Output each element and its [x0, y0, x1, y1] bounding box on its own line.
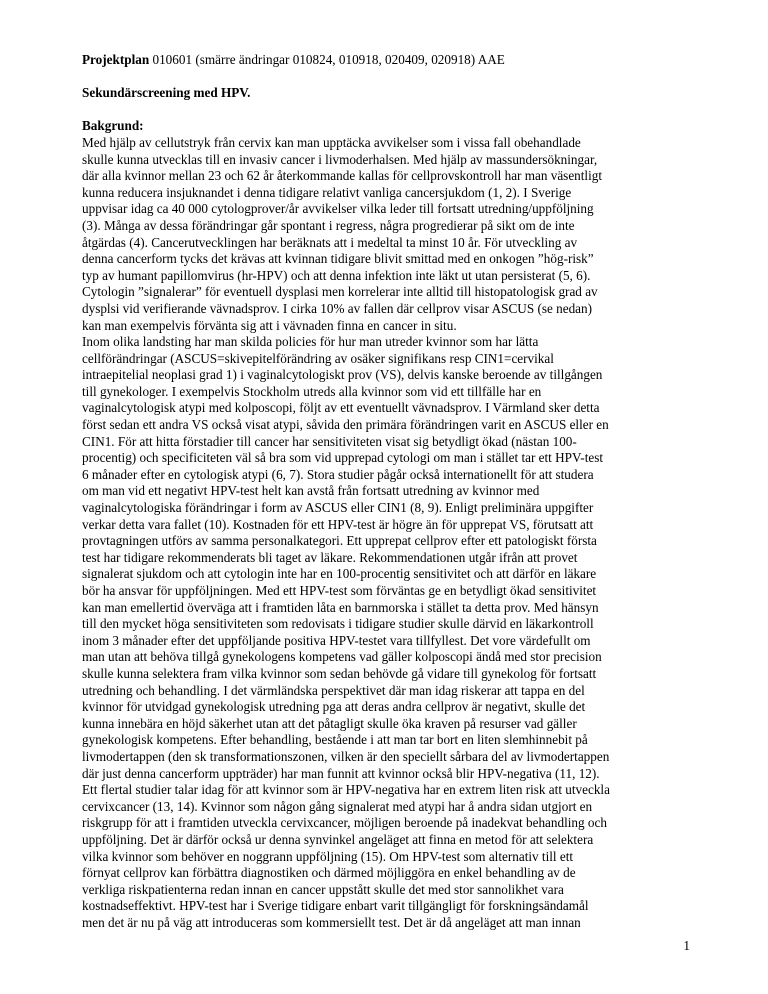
section-heading-background: Bakgrund:: [82, 118, 144, 134]
page-number: 1: [683, 938, 690, 953]
project-version-info: 010601 (smärre ändringar 010824, 010918, 020409, 020918) AAE: [149, 52, 505, 67]
background-paragraph-2: Inom olika landsting har man skilda policies för hur man utreder kvinnor som har lätta cellförändringar (ASCUS=skivepitelförändring av osäker signifikans resp CIN1=cervikal intraepitelial neoplasi grad 1) i vaginalcytologiskt prov (VS), delvis kanske beroende av tillgången till gynekologer. I exempelvis Stockholm utreds alla kvinnor som vid ett tillfälle har en vaginalcytologisk atypi med kolposcopi, följt av ett eventuellt vävnadsprov. I Värmland sker detta först sedan ett andra VS också visat atypi, såvida den primära förändringen varit en ASCUS eller en CIN1. För att hitta förstadier till cancer har sensitiviteten visat sig betydligt ökad (nästan 100- procentig) och specificiteten väl så bra som vid upprepad cytologi om man i stället tar ett HPV-test 6 månader efter en cytologisk atypi (6, 7). Stora studier pågår också internationellt för att studera om man vid ett negativt HPV-test helt kan avstå från fortsatt utredning av kvinnor med vaginalcytologiska förändringar i form av ASCUS eller CIN1 (8, 9). Enligt preliminära uppgifter verkar detta vara fallet (10). Kostnaden för ett HPV-test är högre än för upprepat VS, förutsatt att provtagningen utförs av samma personalkategori. Ett upprepat cellprov efter ett patologiskt första test har tidigare rekommenderats bli taget av läkare. Rekommendationen utgår ifrån att provet signalerat sjukdom och att cytologin inte har en 100-procentig sensitivitet och att därför en läkare bör ha ansvar för uppföljningen. Med ett HPV-test som förväntas ge en betydligt ökad sensitivitet kan man emellertid överväga att i framtiden låta en barnmorska i stället ta detta prov. Med hänsyn till den mycket höga sensitiviteten som redovisats i tidigare studier skulle därvid en läkarkontroll inom 3 månader efter det uppföljande positiva HPV-testet vara tillfyllest. Det vore värdefullt om man utan att behöva tillgå gynekologens kompetens vad gäller kolposcopi ändå med stor precision skulle kunna selektera fram vilka kvinnor som sedan behövde gå vidare till gynekolog för fortsatt utredning och behandling. I det värmländska perspektivet där man idag riskerar att tappa en del kvinnor för utvidgad gynekologisk utredning pga att deras andra cellprov är negativt, skulle det kunna innebära en höjd säkerhet utan att det påtagligt skulle öka kraven på resurser vad gäller gynekologisk kompetens. Efter behandling, bestående i att man tar bort en liten slemhinnebit på livmodertappen (den sk transformationszonen, vilken är den speciellt sårbara del av livmodertappen där just denna cancerform uppträder) har man funnit att kvinnor också blir HPV-negativa (11, 12). Ett flertal studier talar idag för att kvinnor som är HPV-negativa har en extrem liten risk att utveckla cervixcancer (13, 14). Kvinnor som någon gång signalerat med atypi har å andra sidan utgjort en riskgrupp för att i framtiden utveckla cervixcancer, möjligen beroende på inadekvat behandling och uppföljning. Det är därför också ur denna synvinkel angeläget att finna en metod för att selektera vilka kvinnor som behöver en noggrann uppföljning (15). Om HPV-test som alternativ till ett förnyat cellprov kan förbättra diagnostiken och därmed möjliggöra en enkel behandling av de verkliga riskpatienterna redan innan en cancer uppstått skulle det med stor sannolikhet vara kostnadseffektivt. HPV-test har i Sverige tidigare enbart varit tillgängligt för forskningsändamål men det är nu på väg att introduceras som kommersiellt test. Det är då angeläget att man innan: [82, 334, 610, 930]
document-title: Sekundärscreening med HPV.: [82, 85, 251, 101]
project-header: [82, 52, 680, 69]
background-paragraph-1: Med hjälp av cellutstryk från cervix kan man upptäcka avvikelser som i vissa fall obehandlade skulle kunna utvecklas till en invasiv cancer i livmoderhalsen. Med hjälp av massundersökningar, där alla kvinnor mellan 23 och 62 år återkommande kallas för cellprovskontroll har man väsentligt kunna reducera insjuknandet i denna tidigare relativt vanliga cancersjukdom (1, 2). I Sverige uppvisar idag ca 40 000 cytologprover/år avvikelser vilka leder till fortsatt utredning/uppföljning (3). Många av dessa förändringar går spontant i regress, några progredierar på sikt om de inte åtgärdas (4). Cancerutvecklingen har beräknats att i medeltal ta minst 10 år. För utveckling av denna cancerform tycks det krävas att kvinnan tidigare blivit smittad med en onkogen ”hög-risk” typ av humant papillomvirus (hr-HPV) och att denna infektion inte läkt ut utan persisterat (5, 6). Cytologin ”signalerar” för eventuell dysplasi men korrelerar inte alltid till histopatologisk grad av dysplsi vid verifierande vävnadsprov. I cirka 10% av fallen där cellprov visar ASCUS (se nedan) kan man exempelvis förvänta sig att i vävnaden finna en cancer in situ.: [82, 134, 603, 333]
project-label: Projektplan: [82, 52, 150, 67]
document-body: [82, 52, 680, 931]
